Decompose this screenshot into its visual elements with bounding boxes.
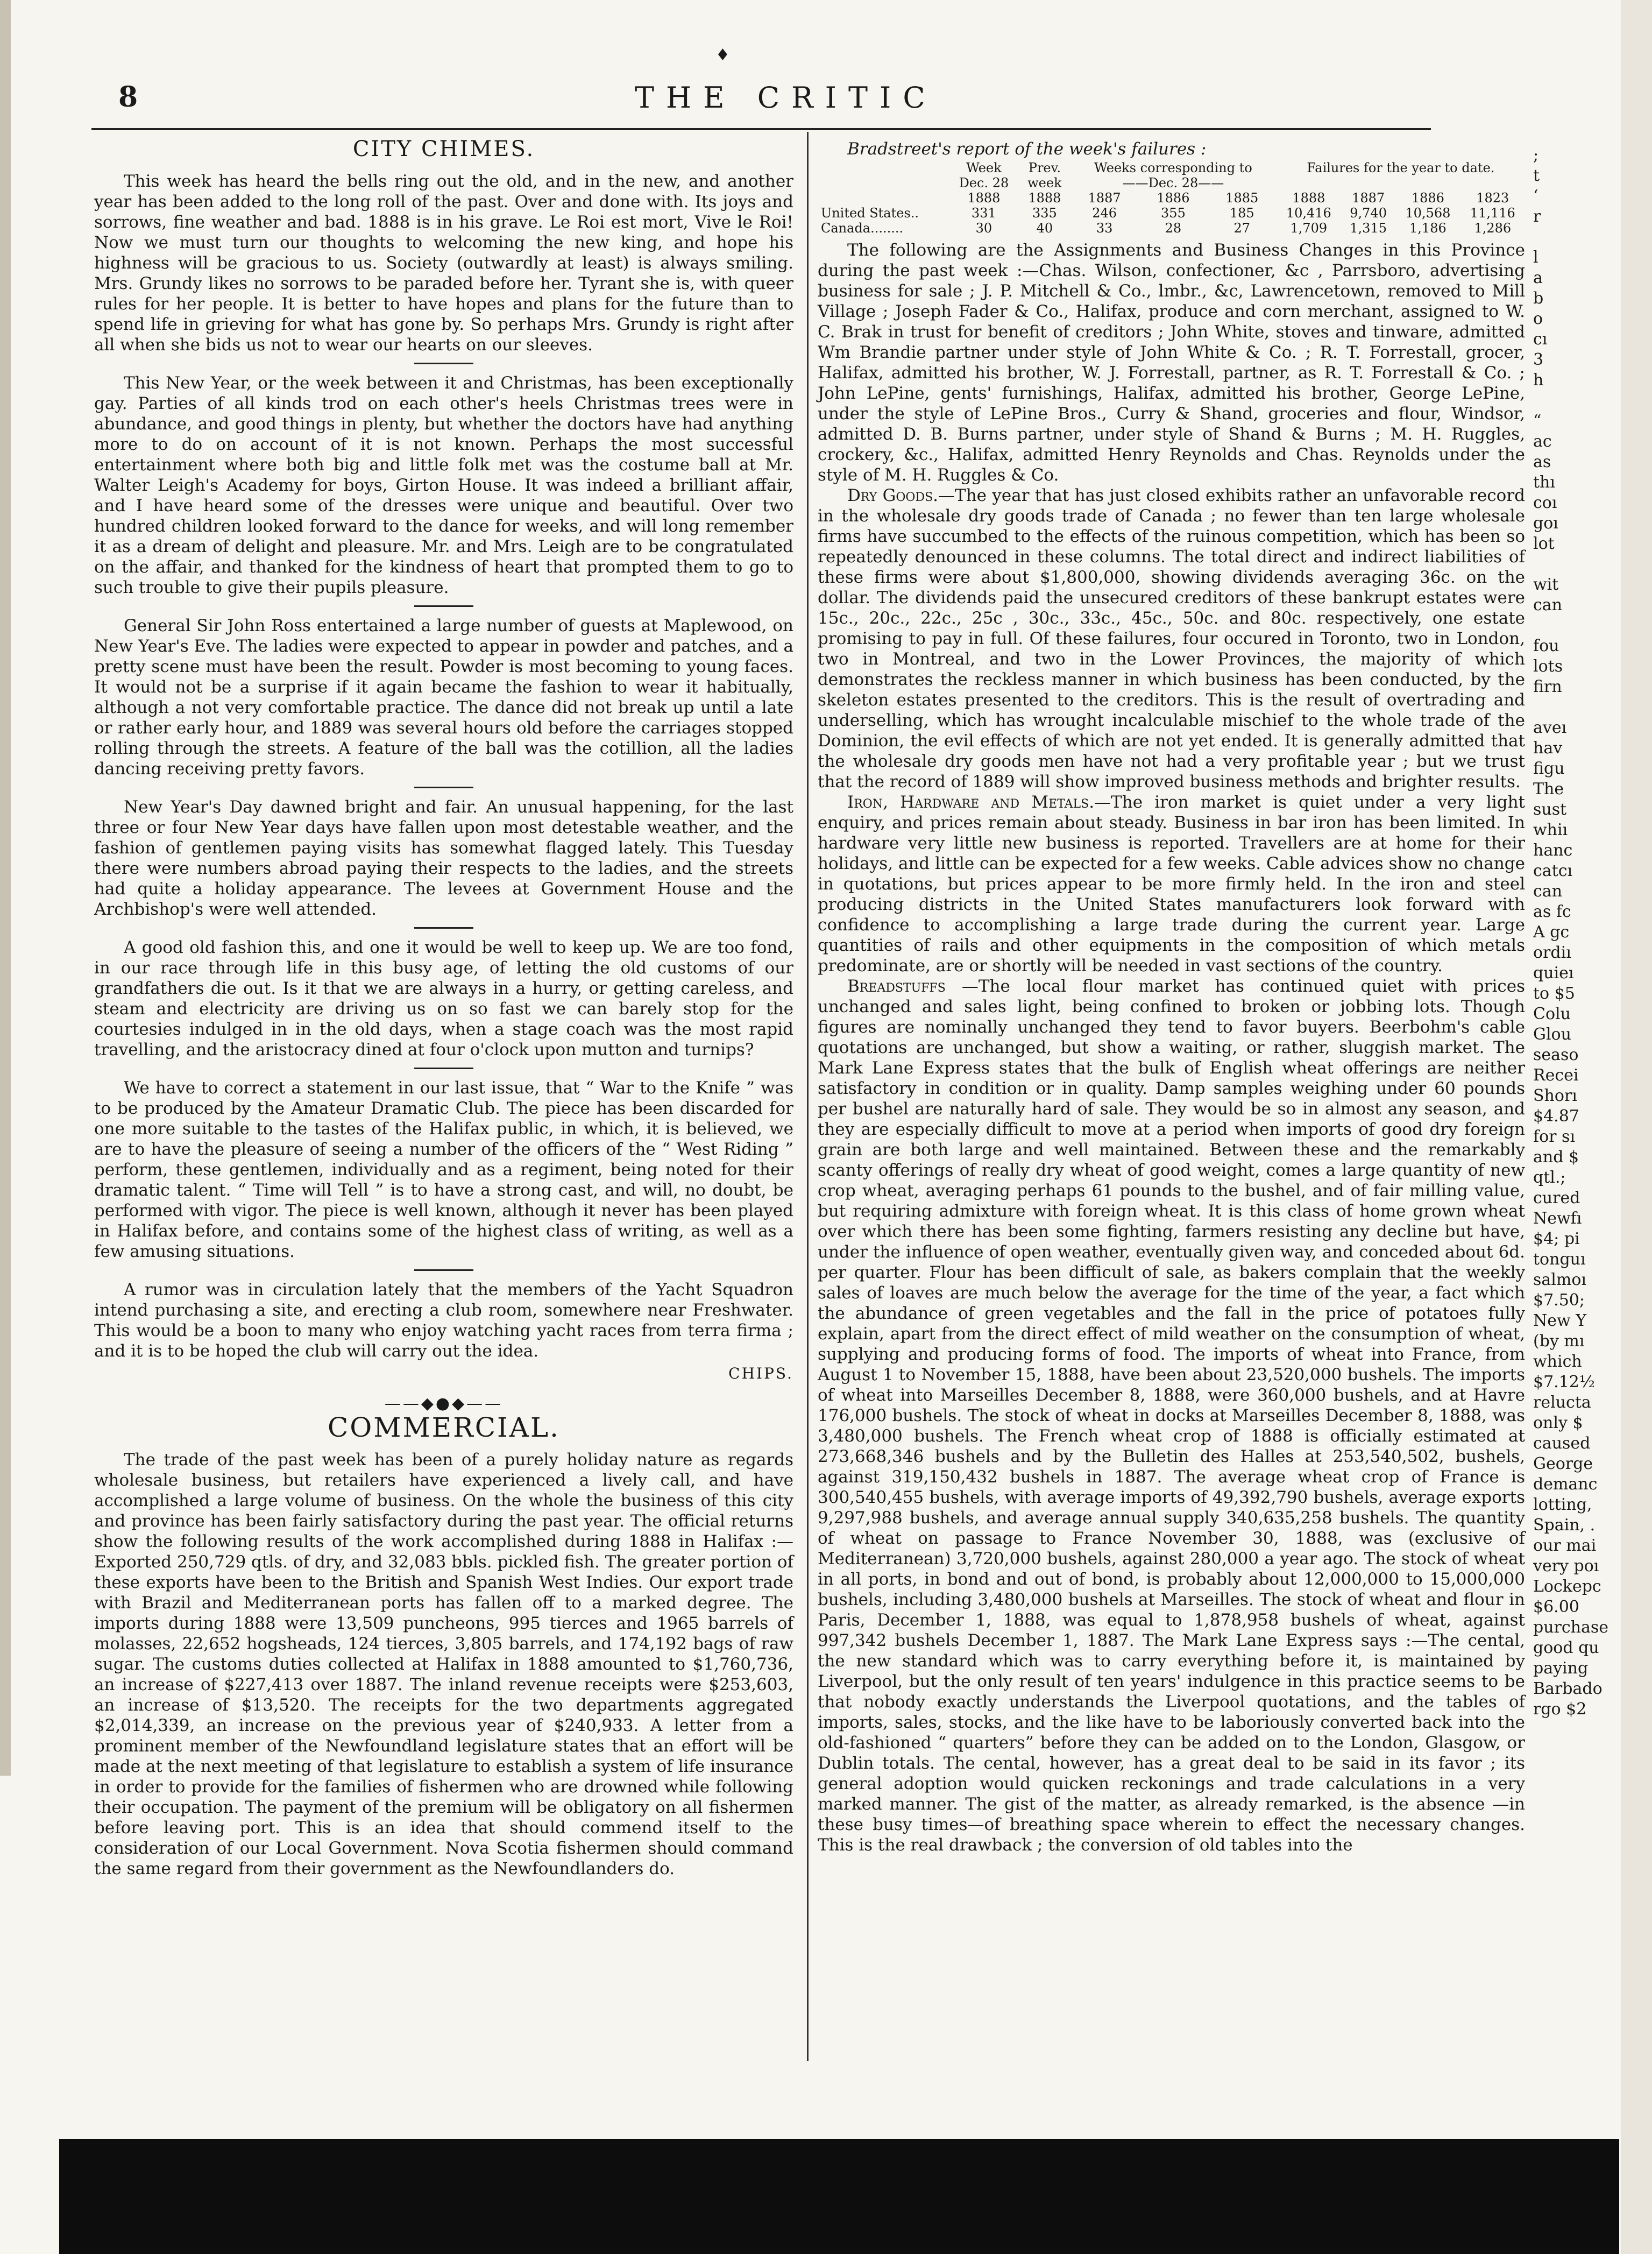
table-year: 1887 xyxy=(1088,190,1121,206)
margin-fragment: A gc xyxy=(1533,923,1570,942)
margin-fragment: $6.00 xyxy=(1533,1598,1579,1616)
margin-fragment: Barbado xyxy=(1533,1679,1603,1698)
margin-fragment: catcı xyxy=(1533,861,1573,880)
margin-fragment: lot xyxy=(1533,534,1555,553)
table-year: 1886 xyxy=(1157,190,1190,206)
margin-fragment: New Y xyxy=(1533,1311,1587,1330)
city-paragraph-4: New Year's Day dawned bright and fair. An unusual happening, for the last three or four New Year days have fallen upon most detestable weather, and the fashion of gentlemen paying visits has somewhat flagged lately. This Tuesday there were numbers abroad paying their respects to the ladies, and the streets had quite a holiday appearance. The levees at Government House and the Archbishop's were well attended. xyxy=(94,797,793,919)
table-row-label: United States.. xyxy=(821,206,919,221)
separator-rule xyxy=(414,1068,473,1069)
margin-fragment: b xyxy=(1533,289,1544,308)
margin-fragment: cı xyxy=(1533,330,1548,349)
margin-fragment: purchase xyxy=(1533,1618,1609,1637)
table-year: 1823 xyxy=(1476,190,1509,206)
margin-fragment: h xyxy=(1533,371,1544,390)
margin-fragment xyxy=(1533,616,1625,636)
assignments-paragraph: The following are the Assignments and Business Changes in this Province during the past week :—Chas. Wilson, confectioner, &c , Parrsboro, advertising business for sale ; J. P. Mitchell & Co., lmbr., &c, Lawrencetown, removed to Mill Village ; Joseph Fader & Co., Halifax, produce and corn merchant, assigned to W. C. Brak in trust for benefit of creditors ; John White, stoves and tinware, admitted Wm Brandie partner under style of John White & Co. ; R. T. Forrestall, grocer, Halifax, admitted his brother, W. J. Forrestall, partner, as R. T. Forrestall & Co. ; John LePine, gents' furnishings, Halifax, admitted his brother, George LePine, under the style of LePine Bros., Curry & Shand, groceries and flour, Windsor, admitted D. B. Burns partner, under style of Shand & Burns ; M. H. Ruggles, crockery, &c., Halifax, admitted Henry Reynolds and Chas. Reynolds under the style of M. H. Ruggles & Co. xyxy=(818,241,1525,485)
table-row xyxy=(818,190,1525,206)
table-header-cell: week xyxy=(1027,175,1062,190)
table-row xyxy=(818,175,1525,190)
margin-fragment: our mai xyxy=(1533,1536,1597,1555)
margin-fragment: $7.12½ xyxy=(1533,1373,1595,1391)
separator-rule xyxy=(414,927,473,929)
table-cell: 1,286 xyxy=(1474,221,1512,236)
table-year: 1885 xyxy=(1225,190,1259,206)
iron-heading: Iron, Hardware and Metals. xyxy=(847,793,1095,812)
table-header-cell: ——Dec. 28—— xyxy=(1122,175,1224,190)
margin-fragment: demanc xyxy=(1533,1475,1598,1494)
margin-fragment: as xyxy=(1533,453,1551,471)
margin-fragment: and $ xyxy=(1533,1148,1579,1167)
table-year: 1888 xyxy=(967,190,1001,206)
table-cell: 30 xyxy=(975,221,992,236)
table-cell: 10,568 xyxy=(1405,206,1451,221)
margin-fragment: $4; pi xyxy=(1533,1230,1580,1248)
margin-fragment: quieı xyxy=(1533,964,1574,983)
bradstreet-intro: Bradstreet's report of the week's failures : xyxy=(847,139,1207,159)
margin-fragment: $4.87 xyxy=(1533,1107,1579,1126)
city-paragraph-7: A rumor was in circulation lately that the members of the Yacht Squadron intend purchasing a site, and erecting a club room, somewhere near Freshwater. This would be a boon to many who enjoy watching yacht races from terra firma ; and it is to be hoped the club will carry out the idea. xyxy=(94,1280,793,1361)
margin-fragment: Lockepc xyxy=(1533,1577,1601,1596)
margin-fragment: Newfı xyxy=(1533,1209,1582,1228)
city-paragraph-5: A good old fashion this, and one it would be well to keep up. We are too fond, in our race through life in this busy age, of letting the old customs of our grandfathers die out. Is it that we are always in a hurry, or getting careless, and steam and electricity are driving us on so fast we can barely stop for the courtesies indulged in in the old days, when a stage coach was the most rapid travelling, and the aristocracy dined at four o'clock upon mutton and turnips? xyxy=(94,938,793,1059)
margin-fragment: only $ xyxy=(1533,1414,1583,1432)
breadstuffs-text: —The local flour market has continued quiet with prices unchanged and sales light, being confined to broken or jobbing lots. Though figures are nominally unchanged they tend to favor buyers. Beerbohm's cable quotations are unchanged, but show a waiting, or rather, sluggish market. The Mark Lane Express states that the bulk of English wheat offerings are neither satisfactory in condition or in quality. Damp samples weighing under 60 pounds per bushel are naturally hard of sale. They would be so in almost any season, and they are especially difficult to move at a period when imports of good dry foreign grain are both large and well maintained. Between these and the remarkably scanty offerings of really dry wheat of good weight, comes a large quantity of new crop wheat, averaging perhaps 61 pounds to the bushel, and of fair milling value, but requiring admixture with foreign wheat. It is this class of home grown wheat over which there has been some fighting, farmers resisting any decline but have, under the influence of open weather, eventually given way, and conceded about 6d. per quarter. Flour has been difficult of sale, as bakers complain that the weekly sales of loaves are much below the average for the time of the year, a fact which the abundance of green vegetables and the fall in the price of potatoes fully explain, apart from the direct effect of mild weather on the consumption of wheat, supplying and producing forms of food. The imports of wheat into France, from August 1 to November 15, 1888, have been about 23,520,000 bushels. The imports of wheat into Marseilles December 8, 1888, were 360,000 bushels, and at Havre 176,000 bushels. The stock of wheat in docks at Marseilles December 8, 1888, was 3,480,000 bushels. The French wheat crop of 1888 is officially estimated at 273,668,346 bushels and by the Bulletin des Halles at 253,540,502, bushels, against 319,150,432 bushels in 1887. The average wheat crop of France is 300,540,455 bushels, with average imports of 49,392,790 bushels, average exports 9,297,988 bushels, and average annual supply 340,635,258 bushels. The quantity of wheat on passage to France November 30, 1888, was (exclusive of Mediterranean) 3,720,000 bushels, against 280,000 a year ago. The stock of wheat in all ports, in bond and out of bond, is probably about 12,000,000 to 15,000,000 bushels, including 3,480,000 bushels at Marseilles. The stock of wheat and flour in Paris, December 1, 1888, was equal to 1,878,958 bushels of wheat, against 997,342 bushels December 1, 1887. The Mark Lane Express says :—The cental, the new standard which was to carry everything before it, is maintained by Liverpool, but the only result of ten years' indulgence in this practice seems to be that nobody exactly understands the Liverpool quotations, and the tables of imports, sales, stocks, and the like have to be laboriously converted back into the old-fashioned “ quarters” before they can be added on to the London, Glasgow, or Dublin totals. The cental, however, has a great deal to be said in its favor ; its general adoption would quicken reckonings and trade calculations in a very marked manner. The gist of the matter, as already remarked, is the absence —in these busy times—of breathing space wherein to effect the necessary changes. This is the real drawback ; the conversion of old tables into the xyxy=(818,977,1525,1855)
margin-fragment: very poı xyxy=(1533,1557,1599,1575)
margin-fragment: thı xyxy=(1533,473,1555,492)
margin-fragment: caused xyxy=(1533,1434,1591,1453)
margin-fragment: a xyxy=(1533,268,1543,287)
table-header-cell: Weeks corresponding to xyxy=(1094,160,1252,175)
margin-fragment: ac xyxy=(1533,432,1552,451)
separator-rule xyxy=(414,363,473,364)
margin-fragment: The xyxy=(1533,780,1564,799)
margin-fragment: ‘ xyxy=(1533,187,1538,206)
table-cell: 33 xyxy=(1096,221,1113,236)
margin-fragment: (by mı xyxy=(1533,1332,1585,1351)
margin-fragment: Recei xyxy=(1533,1066,1579,1085)
separator-rule xyxy=(414,605,473,607)
table-row xyxy=(818,160,1525,175)
margin-fragment: Shorı xyxy=(1533,1086,1577,1105)
margin-fragment xyxy=(1533,227,1625,248)
page-number: 8 xyxy=(118,81,138,114)
margin-fragment: can xyxy=(1533,596,1563,614)
table-cell: 28 xyxy=(1165,221,1182,236)
table-year: 1886 xyxy=(1411,190,1444,206)
table-header-cell: Week xyxy=(966,160,1002,175)
margin-fragment: cured xyxy=(1533,1189,1580,1207)
city-paragraph-3: General Sir John Ross entertained a large number of guests at Maplewood, on New Year's Eve. The ladies were expected to appear in powder and patches, and a pretty scene must have been the result. Powder is most becoming to young faces. It would not be a surprise if it again became the fashion to wear it habitually, although a not very comfortable practice. The dance did not break up until a late or rather early hour, and 1889 was several hours old before the carriages stopped rolling through the streets. A feature of the ball was the cotillion, all the ladies dancing receiving pretty favors. xyxy=(94,616,793,779)
margin-fragment: coı xyxy=(1533,493,1557,512)
margin-fragment: as fc xyxy=(1533,902,1571,921)
table-cell: 40 xyxy=(1036,221,1053,236)
table-cell: 27 xyxy=(1233,221,1251,236)
table-year: 1888 xyxy=(1292,190,1325,206)
scan-left-edge xyxy=(0,0,11,1776)
signature: CHIPS. xyxy=(728,1365,793,1382)
table-header-cell: Failures for the year to date. xyxy=(1307,160,1495,175)
margin-fragment: $7.50; xyxy=(1533,1291,1585,1310)
margin-fragment: whiı xyxy=(1533,821,1568,839)
dry-goods-paragraph xyxy=(818,485,1525,792)
margin-fragment: wit xyxy=(1533,575,1559,594)
margin-fragment: to $5 xyxy=(1533,984,1575,1003)
table-row xyxy=(818,221,1525,236)
city-paragraph-6: We have to correct a statement in our last issue, that “ War to the Knife ” was to be produced by the Amateur Dramatic Club. The piece has been discarded for one more suitable to the tastes of the Halifax public, in which, it is believed, we are to have the pleasure of seeing a number of the officers of the “ West Riding ” perform, these gentlemen, individually and as a regiment, being noted for their dramatic talent. “ Time will Tell ” is to have a strong cast, and will, no doubt, be performed with vigor. The piece is well known, although it never has been played in Halifax before, and contains some of the highest class of writing, as well as a few amusing situations. xyxy=(94,1078,793,1261)
table-cell: 335 xyxy=(1032,206,1057,221)
city-paragraph-1: This week has heard the bells ring out the old, and in the new, and another year has been added to the long roll of the past. Over and done with. Its joys and sorrows, fine weather and bad. 1888 is in his grave. Le Roi est mort, Vive le Roi! Now we must turn our thoughts to welcoming the new king, and hope his highness will be gracious to us. Society (outwardly at least) is always smiling. Mrs. Grundy likes no sorrows to be paraded before her. Tyrant she is, with queer rules for her people. It is better to have hopes and plans for the future than to spend life in grieving for what has gone by. So perhaps Mrs. Grundy is right after all when she bids us not to wear our hearts on our sleeves. xyxy=(94,172,793,355)
margin-fragment: Colu xyxy=(1533,1005,1571,1023)
left-column xyxy=(94,139,793,1879)
breadstuffs-paragraph xyxy=(818,976,1525,1855)
margin-fragment: aveı xyxy=(1533,718,1567,737)
dry-goods-heading: Dry Goods. xyxy=(847,486,939,505)
margin-fragment: good qu xyxy=(1533,1638,1599,1657)
margin-fragment xyxy=(1533,391,1625,411)
commercial-heading: COMMERCIAL. xyxy=(328,1412,560,1443)
iron-paragraph xyxy=(818,792,1525,976)
table-cell: 1,709 xyxy=(1290,221,1328,236)
table-row-label: Canada........ xyxy=(821,221,904,236)
margin-fragment: paying xyxy=(1533,1659,1589,1678)
iron-text: —The iron market is quiet under a very light enquiry, and prices remain about steady. Business in bar iron has been limited. In hardware very little new business is reported. Travellers are at home for their holidays, and little can be expected for a few weeks. Cable advices show no change in quotations, but prices appear to be more firmly held. In the iron and steel producing districts in the United States manufacturers look forward with confidence to accomplishing a large trade during the current year. Large quantities of rails and other equipments in the composition of which metals predominate, are or shortly will be needed in vast sections of the country. xyxy=(818,793,1525,976)
dry-goods-text: —The year that has just closed exhibits rather an unfavorable record in the wholesale dry goods trade of Canada ; no fewer than ten large wholesale firms have succumbed to the effects of the ruinous competition, which has been so repeatedly denounced in these columns. The total direct and indirect liabilities of these firms were about $1,800,000, showing dividends averaging 36c. on the dollar. The dividends paid the unsecured creditors of these bankrupt estates were 15c., 20c., 22c., 25c , 30c., 33c., 45c., 50c. and 80c. respectively, one estate promising to pay in full. Of these failures, four occured in Toronto, two in London, two in Montreal, and two in the Lower Provinces, the majority of which demonstrates the reckless manner in which business has been conducted, by the skeleton estates presented to the creditors. This is the result of overtrading and underselling, which has wrought incalculable mischief to the whole trade of the Dominion, the evil effects of which are not yet ended. It is generally admitted that the wholesale dry goods men have not had a very profitable year ; but we trust that the record of 1889 will show improved business methods and brighter results. xyxy=(818,486,1525,792)
scan-right-edge xyxy=(1621,0,1652,2254)
margin-fragment: seaso xyxy=(1533,1045,1579,1064)
table-year: 1888 xyxy=(1028,190,1061,206)
margin-fragment: Spain, . xyxy=(1533,1516,1596,1535)
table-cell: 10,416 xyxy=(1286,206,1331,221)
margin-fragment: sust xyxy=(1533,800,1567,819)
city-chimes-heading: CITY CHIMES. xyxy=(352,137,535,161)
scan-bottom-band xyxy=(59,2139,1619,2254)
margin-fragment: George xyxy=(1533,1454,1593,1473)
table-cell: 185 xyxy=(1229,206,1254,221)
table-header-cell: Prev. xyxy=(1028,160,1061,175)
margin-fragment: hav xyxy=(1533,739,1563,758)
header-rule xyxy=(91,128,1431,130)
margin-fragment: Glou xyxy=(1533,1025,1571,1044)
margin-fragment: ; xyxy=(1533,146,1539,165)
margin-fragment: “ xyxy=(1533,412,1542,430)
margin-fragment: salmoı xyxy=(1533,1270,1586,1289)
table-cell: 355 xyxy=(1161,206,1186,221)
separator-rule xyxy=(414,1269,473,1271)
margin-fragment: figu xyxy=(1533,759,1565,778)
margin-fragment: t xyxy=(1533,166,1540,185)
margin-fragment: lotting, xyxy=(1533,1495,1592,1514)
margin-fragment: relucta xyxy=(1533,1393,1591,1412)
adjacent-page-fragments xyxy=(1533,145,1625,1720)
failures-table xyxy=(818,160,1525,236)
table-cell: 1,315 xyxy=(1350,221,1387,236)
margin-fragment: can xyxy=(1533,882,1563,901)
table-year: 1887 xyxy=(1352,190,1385,206)
ornament-mark: ♦ xyxy=(715,46,730,65)
margin-fragment: which xyxy=(1533,1352,1582,1371)
margin-fragment: tonguı xyxy=(1533,1250,1586,1269)
table-cell: 11,116 xyxy=(1470,206,1515,221)
right-column xyxy=(818,139,1525,1855)
separator-rule xyxy=(414,787,473,788)
commercial-paragraph: The trade of the past week has been of a purely holiday nature as regards wholesale business, but retailers have experienced a lively call, and have accomplished a large volume of business. On the whole the business of this city and province has been fairly satisfactory during the past year. The official returns show the following results of the work accomplished during 1888 in Halifax :—Exported 250,729 qtls. of dry, and 32,083 bbls. pickled fish. The greater portion of these exports have been to the British and Spanish West Indies. Our export trade with Brazil and Mediterranean ports has fallen off to a marked degree. The imports during 1888 were 13,509 puncheons, 995 tierces and 1965 barrels of molasses, 22,652 hogsheads, 124 tierces, 3,805 barrels, and 174,192 bags of raw sugar. The customs duties collected at Halifax in 1888 amounted to $1,760,736, an increase of $227,413 over 1887. The inland revenue receipts were $253,603, an increase of $13,520. The receipts for the two departments aggregated $2,014,339, an increase on the previous year of $240,933. A letter from a prominent member of the Newfoundland legislature states that an effort will be made at the next meeting of that legislature to establish a system of life insurance in order to provide for the families of fishermen who are drowned while following their occupation. The payment of the premium will be obligatory on all fishermen before leaving port. This is an idea that should commend itself to the consideration of our Local Government. Nova Scotia fishermen should command the same regard from their government as the Newfoundlanders do. xyxy=(94,1450,793,1878)
margin-fragment: o xyxy=(1533,309,1543,328)
margin-fragment: ordiı xyxy=(1533,943,1571,962)
table-cell: 331 xyxy=(972,206,996,221)
table-cell: 1,186 xyxy=(1409,221,1447,236)
margin-fragment xyxy=(1533,554,1625,575)
margin-fragment: goı xyxy=(1533,514,1558,533)
margin-fragment: l xyxy=(1533,248,1538,267)
table-cell: 9,740 xyxy=(1350,206,1387,221)
margin-fragment: 3 xyxy=(1533,350,1544,369)
section-ornament: ——◆●◆—— xyxy=(384,1394,504,1413)
margin-fragment: firn xyxy=(1533,677,1562,696)
margin-fragment: fou xyxy=(1533,637,1559,655)
margin-fragment: hanc xyxy=(1533,841,1573,860)
margin-fragment: lots xyxy=(1533,657,1563,676)
masthead-title: THE CRITIC xyxy=(635,81,937,115)
city-paragraph-2: This New Year, or the week between it and Christmas, has been exceptionally gay. Parties of all kinds trod on each other's heels Christmas trees were in abundance, and good things in plenty, but whether the doctors have had anything more to do on account of it is not known. Perhaps the most successful entertainment where both big and little folk met was the costume ball at Mr. Walter Leigh's Academy for boys, Girton House. It was indeed a brilliant affair, and I have heard some of the dresses were unique and beautiful. Over two hundred children looked forward to the dance for weeks, and will long remember it as a dream of delight and pleasure. Mr. and Mrs. Leigh are to be congratulated on the affair, and thanked for the kindness of heart that prompted them to go to such trouble to give their pupils pleasure. xyxy=(94,373,793,597)
table-row xyxy=(818,206,1525,221)
breadstuffs-heading: Breadstuffs xyxy=(847,977,946,996)
margin-fragment: r xyxy=(1533,207,1541,226)
margin-fragment xyxy=(1533,697,1625,718)
margin-fragment: rgo $2 xyxy=(1533,1700,1587,1719)
margin-fragment: qtl.; xyxy=(1533,1168,1566,1187)
table-cell: 246 xyxy=(1092,206,1117,221)
table-header-cell: Dec. 28 xyxy=(959,175,1009,190)
column-divider xyxy=(807,132,809,2061)
margin-fragment: for sı xyxy=(1533,1127,1576,1146)
